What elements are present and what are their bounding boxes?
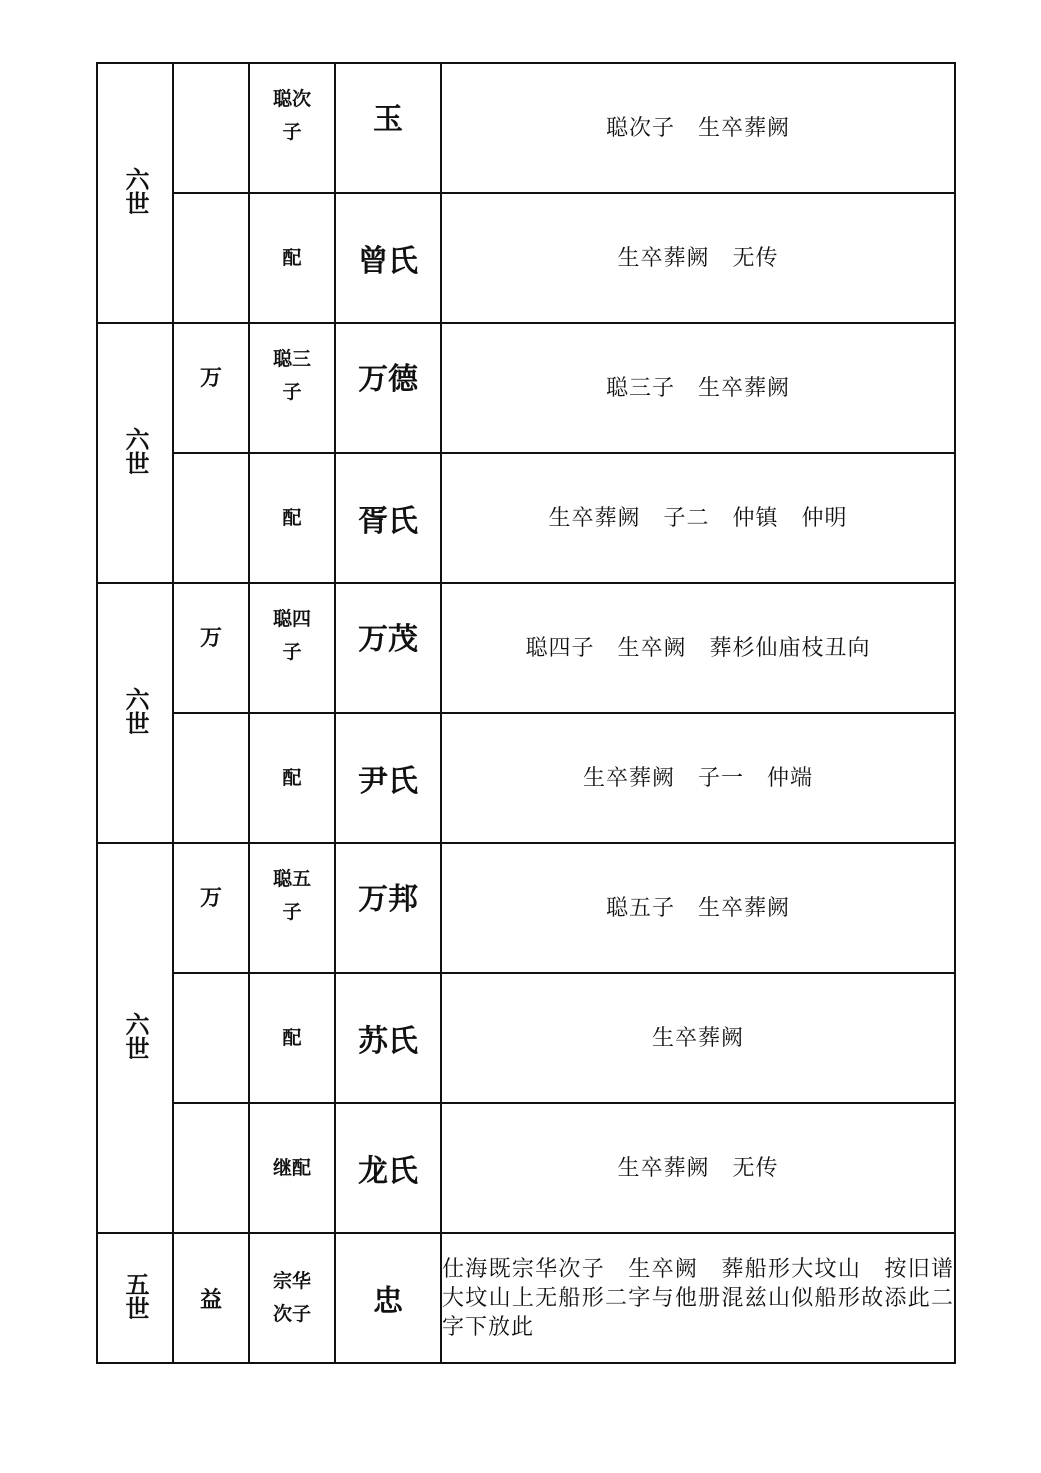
generation-cell — [97, 323, 173, 583]
note-cell — [441, 973, 955, 1103]
branch-cell — [173, 1103, 249, 1233]
generation-label: 六世 — [121, 167, 150, 215]
name-cell — [335, 1233, 441, 1363]
person-name: 龙氏 — [358, 1154, 418, 1189]
note-cell — [441, 63, 955, 193]
relation-label: 聪四子 — [272, 608, 311, 663]
generation-cell — [97, 843, 173, 1233]
person-name: 忠 — [373, 1284, 403, 1319]
generation-label: 五世 — [121, 1272, 150, 1320]
note-cell — [441, 1103, 955, 1233]
branch-label: 万 — [199, 364, 222, 391]
note-cell — [441, 1233, 955, 1363]
name-cell — [335, 973, 441, 1103]
table-row — [97, 323, 955, 453]
table-row — [97, 1233, 955, 1363]
person-name: 曾氏 — [358, 244, 418, 279]
person-name: 万茂 — [358, 622, 418, 657]
note-cell — [441, 843, 955, 973]
table-row — [97, 193, 955, 323]
branch-cell — [173, 583, 249, 713]
note-text: 生卒葬阙 无传 — [617, 1155, 779, 1181]
branch-cell — [173, 453, 249, 583]
branch-cell — [173, 1233, 249, 1363]
relation-label: 宗华次子 — [272, 1270, 311, 1325]
note-text: 生卒葬阙 — [651, 1025, 744, 1051]
note-cell — [441, 323, 955, 453]
relation-label: 配 — [282, 1026, 302, 1049]
note-text: 聪五子 生卒葬阙 — [605, 895, 790, 921]
note-cell — [441, 713, 955, 843]
relation-label: 聪五子 — [272, 868, 311, 923]
branch-cell — [173, 193, 249, 323]
branch-cell — [173, 63, 249, 193]
name-cell — [335, 63, 441, 193]
relation-cell — [249, 323, 335, 453]
note-cell — [441, 583, 955, 713]
relation-cell — [249, 1233, 335, 1363]
relation-cell — [249, 973, 335, 1103]
table-row — [97, 973, 955, 1103]
generation-label: 六世 — [121, 1012, 150, 1060]
person-name: 尹氏 — [358, 764, 418, 799]
name-cell — [335, 453, 441, 583]
generation-cell — [97, 1233, 173, 1363]
person-name: 胥氏 — [358, 504, 418, 539]
branch-cell — [173, 713, 249, 843]
note-text: 聪次子 生卒葬阙 — [605, 115, 790, 141]
note-cell — [441, 453, 955, 583]
note-text: 聪三子 生卒葬阙 — [605, 375, 790, 401]
generation-label: 六世 — [121, 427, 150, 475]
name-cell — [335, 323, 441, 453]
person-name: 苏氏 — [358, 1024, 418, 1059]
branch-label: 万 — [199, 624, 222, 651]
person-name: 万邦 — [358, 882, 418, 917]
genealogy-table — [96, 62, 956, 1364]
name-cell — [335, 843, 441, 973]
branch-cell — [173, 323, 249, 453]
note-text: 生卒葬阙 无传 — [617, 245, 779, 271]
note-text: 仕海既宗华次子 生卒阙 葬船形大坟山 按旧谱大坟山上无船形二字与他册混兹山似船形故添此二字下放此 — [442, 1256, 954, 1340]
branch-label: 万 — [199, 884, 222, 911]
table-row — [97, 63, 955, 193]
branch-label: 益 — [199, 1286, 222, 1313]
note-cell — [441, 193, 955, 323]
relation-cell — [249, 63, 335, 193]
relation-label: 配 — [282, 246, 302, 269]
relation-cell — [249, 583, 335, 713]
relation-cell — [249, 193, 335, 323]
relation-label: 继配 — [272, 1156, 311, 1179]
table-row — [97, 713, 955, 843]
note-text: 生卒葬阙 子二 仲镇 仲明 — [548, 505, 848, 531]
table-row — [97, 583, 955, 713]
relation-cell — [249, 1103, 335, 1233]
name-cell — [335, 193, 441, 323]
relation-label: 配 — [282, 766, 302, 789]
generation-label: 六世 — [121, 687, 150, 735]
relation-cell — [249, 453, 335, 583]
relation-label: 配 — [282, 506, 302, 529]
table-row — [97, 1103, 955, 1233]
branch-cell — [173, 843, 249, 973]
relation-label: 聪次子 — [272, 88, 311, 143]
name-cell — [335, 1103, 441, 1233]
table-row — [97, 453, 955, 583]
person-name: 万德 — [358, 362, 418, 397]
note-text: 聪四子 生卒阙 葬杉仙庙枝丑向 — [525, 635, 871, 661]
generation-cell — [97, 63, 173, 323]
relation-label: 聪三子 — [272, 348, 311, 403]
generation-cell — [97, 583, 173, 843]
person-name: 玉 — [373, 102, 403, 137]
name-cell — [335, 583, 441, 713]
relation-cell — [249, 713, 335, 843]
name-cell — [335, 713, 441, 843]
table-row — [97, 843, 955, 973]
branch-cell — [173, 973, 249, 1103]
relation-cell — [249, 843, 335, 973]
note-text: 生卒葬阙 子一 仲端 — [582, 765, 813, 791]
